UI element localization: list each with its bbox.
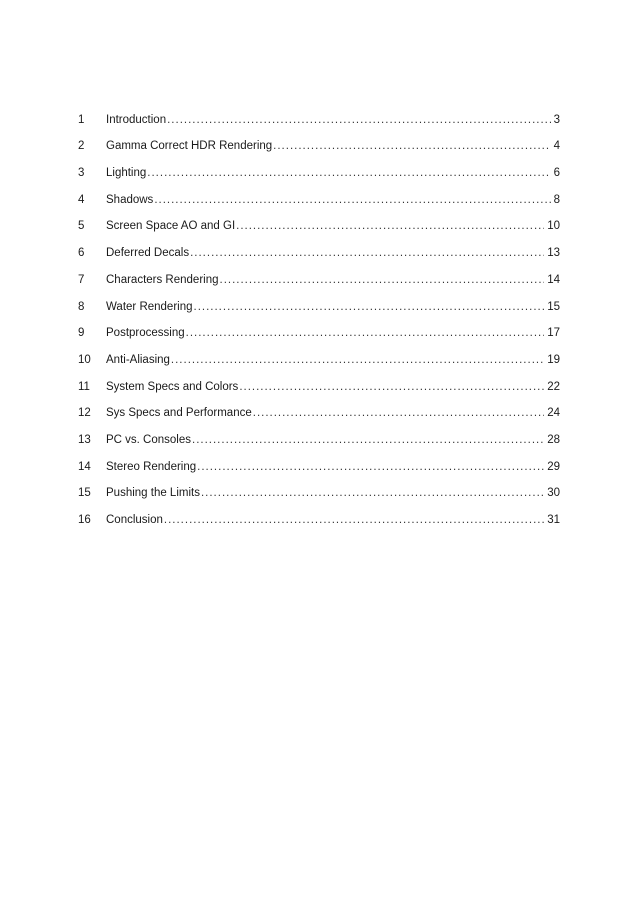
dot-leader	[154, 193, 550, 207]
toc-entry-sys-specs-and-performance[interactable]	[78, 394, 560, 421]
toc-entry-title: Postprocessing	[106, 327, 185, 340]
dot-leader	[147, 166, 550, 180]
toc-entry-postprocessing[interactable]	[78, 314, 560, 341]
toc-entry-characters-rendering[interactable]	[78, 260, 560, 287]
table-of-contents	[78, 100, 560, 527]
toc-entry-title: Gamma Correct HDR Rendering	[106, 140, 273, 153]
toc-entry-number: 3	[78, 167, 85, 180]
toc-entry-title: Shadows	[106, 193, 154, 206]
dot-leader	[186, 326, 545, 340]
toc-entry-deferred-decals[interactable]	[78, 233, 560, 260]
toc-entry-title: Introduction	[106, 113, 167, 126]
toc-entry-title: Pushing the Limits	[106, 487, 200, 500]
toc-entry-page: 14	[547, 273, 560, 286]
dot-leader	[273, 139, 550, 153]
toc-entry-title: Stereo Rendering	[106, 460, 197, 473]
dot-leader	[236, 219, 544, 233]
toc-entry-number: 16	[78, 514, 91, 526]
toc-entry-page: 30	[547, 487, 560, 500]
toc-entry-title: Characters Rendering	[106, 273, 219, 286]
toc-entry-number: 15	[78, 487, 91, 500]
dot-leader	[239, 380, 544, 394]
toc-entry-number: 12	[78, 407, 91, 420]
toc-entry-page: 10	[547, 220, 560, 233]
toc-entry-title: Screen Space AO and GI	[106, 220, 236, 233]
toc-entry-pushing-the-limits[interactable]	[78, 474, 560, 501]
toc-entry-system-specs-and-colors[interactable]	[78, 367, 560, 394]
toc-entry-page: 6	[553, 167, 560, 180]
dot-leader	[190, 246, 544, 260]
toc-entry-number: 5	[78, 220, 85, 233]
toc-entry-page: 15	[547, 300, 560, 313]
toc-entry-stereo-rendering[interactable]	[78, 447, 560, 474]
dot-leader	[197, 460, 544, 474]
toc-entry-page: 19	[547, 353, 560, 366]
toc-entry-number: 7	[78, 273, 85, 286]
toc-entry-page: 8	[553, 193, 560, 206]
toc-entry-page: 17	[547, 327, 560, 340]
toc-entry-title: System Specs and Colors	[106, 380, 239, 393]
toc-entry-introduction[interactable]	[78, 100, 560, 127]
toc-entry-shadows[interactable]	[78, 180, 560, 207]
toc-entry-lighting[interactable]	[78, 153, 560, 180]
toc-entry-pc-vs-consoles[interactable]	[78, 420, 560, 447]
toc-entry-page: 4	[553, 140, 560, 153]
toc-entry-page: 28	[547, 433, 560, 446]
toc-entry-anti-aliasing[interactable]	[78, 340, 560, 367]
toc-entry-title: Conclusion	[106, 514, 163, 526]
toc-entry-page: 29	[547, 460, 560, 473]
toc-entry-gamma-correct-hdr-rendering[interactable]	[78, 127, 560, 154]
toc-entry-number: 10	[78, 353, 91, 366]
toc-entry-page: 22	[547, 380, 560, 393]
toc-entry-page: 31	[547, 514, 560, 526]
toc-entry-page: 24	[547, 407, 560, 420]
toc-entry-conclusion[interactable]	[78, 500, 560, 527]
toc-entry-page: 3	[553, 113, 560, 126]
dot-leader	[253, 406, 544, 420]
toc-entry-number: 8	[78, 300, 85, 313]
toc-entry-number: 13	[78, 433, 91, 446]
dot-leader	[201, 486, 544, 500]
dot-leader	[220, 273, 545, 287]
dot-leader	[171, 353, 544, 367]
toc-entry-number: 4	[78, 193, 85, 206]
toc-entry-screen-space-ao-and-gi[interactable]	[78, 207, 560, 234]
dot-leader	[167, 113, 550, 127]
toc-entry-title: Sys Specs and Performance	[106, 407, 252, 420]
toc-entry-water-rendering[interactable]	[78, 287, 560, 314]
dot-leader	[194, 300, 545, 314]
toc-entry-number: 6	[78, 247, 85, 260]
toc-entry-number: 14	[78, 460, 91, 473]
dot-leader	[192, 433, 544, 447]
toc-entry-title: Water Rendering	[106, 300, 193, 313]
toc-entry-number: 1	[78, 113, 85, 126]
toc-entry-page: 13	[547, 247, 560, 260]
toc-entry-title: Lighting	[106, 167, 147, 180]
toc-entry-title: Anti-Aliasing	[106, 353, 170, 366]
toc-entry-number: 11	[78, 380, 90, 393]
dot-leader	[164, 513, 544, 527]
toc-entry-number: 2	[78, 140, 85, 153]
toc-entry-number: 9	[78, 327, 85, 340]
toc-entry-title: Deferred Decals	[106, 247, 190, 260]
toc-entry-title: PC vs. Consoles	[106, 433, 192, 446]
